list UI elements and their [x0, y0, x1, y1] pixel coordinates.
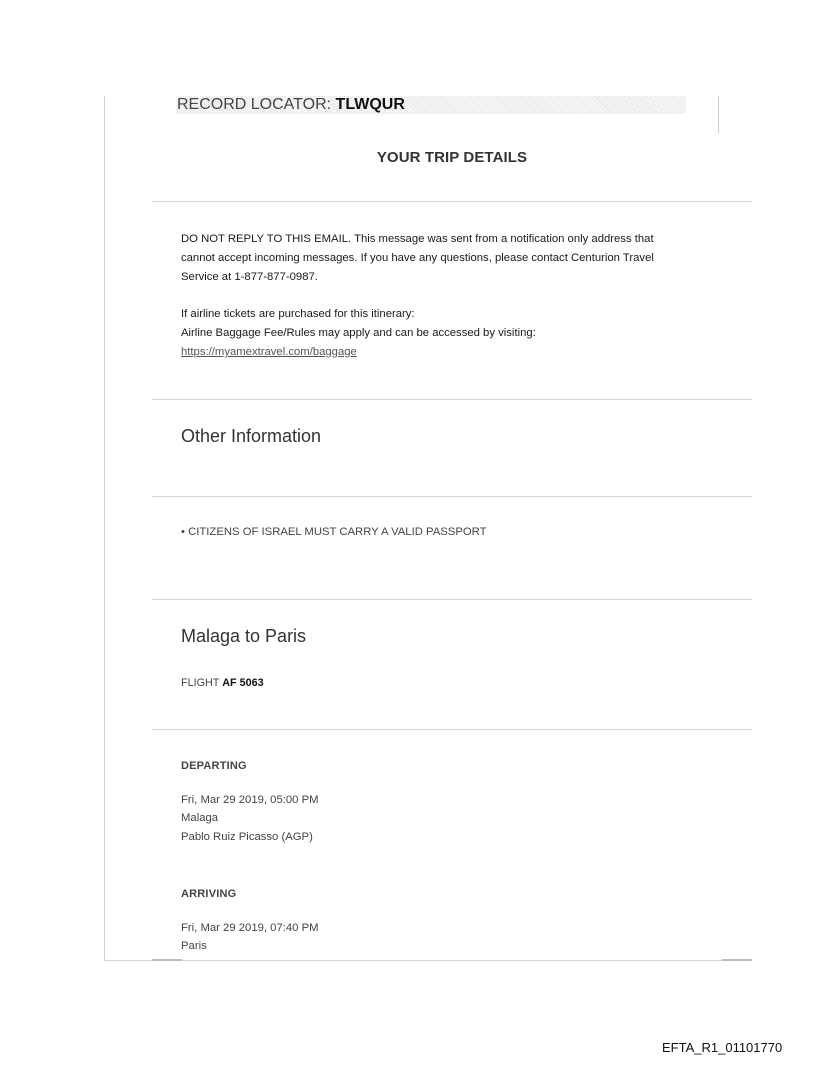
notice-text: DO NOT REPLY TO THIS EMAIL. This message was sent from a notification only address that — [181, 233, 654, 245]
departing-airport: Pablo Ruiz Picasso (AGP) — [181, 830, 313, 843]
frame-bottom-border — [104, 960, 752, 961]
divider — [152, 399, 752, 400]
flight-label: FLIGHT — [181, 677, 223, 689]
frame-bottom-accent — [152, 959, 182, 961]
arriving-datetime: Fri, Mar 29 2019, 07:40 PM — [181, 922, 319, 934]
bullet-icon: • — [181, 526, 189, 538]
flight-number: AF 5063 — [222, 677, 264, 689]
divider — [152, 599, 752, 600]
arriving-city: Paris — [181, 940, 207, 953]
frame-bottom-accent — [722, 959, 752, 961]
arriving-details — [181, 919, 319, 956]
notice-text: Service at 1-877-877-0987. — [181, 271, 318, 284]
divider — [152, 201, 752, 202]
other-information-heading: Other Information — [181, 426, 322, 446]
divider — [152, 729, 752, 730]
record-locator-code: TLWQUR — [335, 96, 405, 113]
arriving-label: ARRIVING — [181, 888, 237, 900]
divider — [152, 496, 752, 497]
record-locator-label: RECORD LOCATOR: — [177, 96, 336, 113]
frame-left-border — [104, 96, 105, 960]
notice-text: If airline tickets are purchased for this itinerary: — [181, 307, 415, 320]
departing-label: DEPARTING — [181, 760, 247, 772]
flight-route-heading: Malaga to Paris — [181, 626, 307, 646]
notice-block — [181, 230, 721, 362]
record-locator — [177, 96, 405, 114]
notice-text: Airline Baggage Fee/Rules may apply and can be accessed by visiting: — [181, 326, 536, 339]
departing-datetime: Fri, Mar 29 2019, 05:00 PM — [181, 794, 319, 806]
info-item-text: CITIZENS OF ISRAEL MUST CARRY A VALID PASSPORT — [188, 526, 487, 538]
list-item — [181, 526, 487, 538]
departing-city: Malaga — [181, 812, 219, 825]
departing-details — [181, 791, 319, 846]
notice-text: cannot accept incoming messages. If you have any questions, please contact Centurion Travel — [181, 252, 654, 265]
page-title: YOUR TRIP DETAILS — [376, 149, 528, 166]
baggage-link[interactable]: https://myamextravel.com/baggage — [181, 346, 357, 359]
frame-right-border — [718, 96, 719, 133]
document-id: EFTA_R1_01101770 — [662, 1040, 783, 1055]
flight-number-line — [181, 677, 264, 689]
